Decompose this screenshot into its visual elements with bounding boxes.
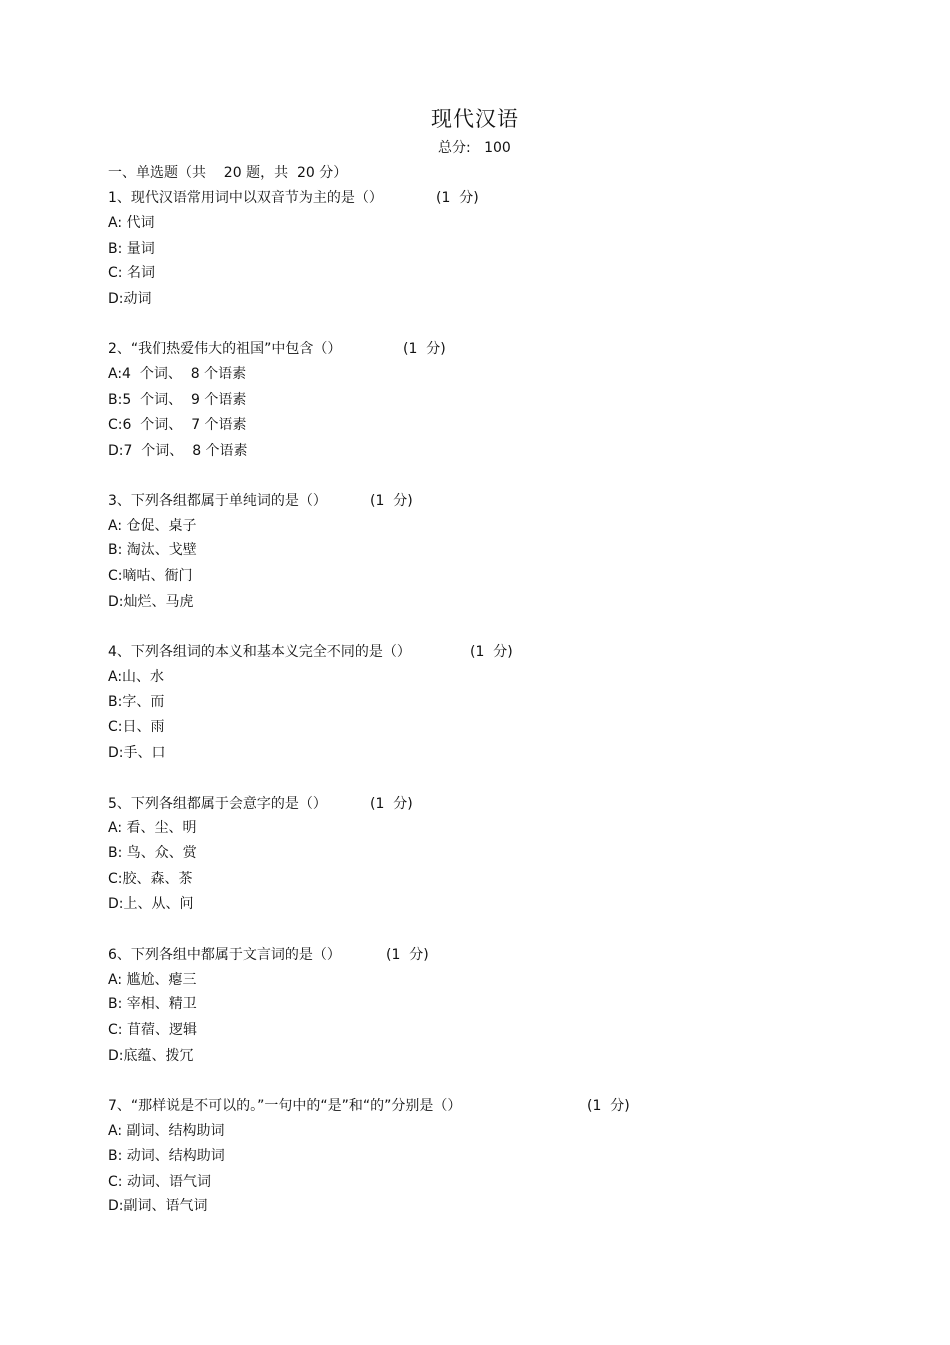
question-text: 3、下列各组都属于单纯词的是（） <box>108 493 327 509</box>
option-a: A: 看、尘、明 <box>108 820 197 836</box>
option-b: B: 动词、结构助词 <box>108 1148 225 1164</box>
option-b: B: 淘汰、戈壁 <box>108 542 197 558</box>
option-b: B: 量词 <box>108 241 155 257</box>
question-score: (1 分) <box>436 190 479 206</box>
option-d: D:副词、语气词 <box>108 1198 208 1214</box>
option-d: D:动词 <box>108 291 152 307</box>
question-text: 6、下列各组中都属于文言词的是（） <box>108 947 341 963</box>
question-text: 7、“那样说是不可以的。”一句中的“是”和“的”分别是（） <box>108 1098 462 1114</box>
option-c: C:6 个词、 7 个语素 <box>108 417 247 433</box>
option-b: B:5 个词、 9 个语素 <box>108 392 247 408</box>
question-score: (1 分) <box>370 796 413 812</box>
question-text: 2、“我们热爱伟大的祖国”中包含（） <box>108 341 342 357</box>
section-heading: 一、单选题（共 20 题，共 20 分） <box>108 165 348 181</box>
option-a: A: 代词 <box>108 215 155 231</box>
option-c: C:嘀咕、衙门 <box>108 568 193 584</box>
option-d: D:底蕴、拨冗 <box>108 1048 194 1064</box>
question-score: (1 分) <box>386 947 429 963</box>
option-a: A: 尴尬、瘪三 <box>108 972 197 988</box>
option-b: B: 宰相、精卫 <box>108 996 197 1012</box>
option-d: D:上、从、问 <box>108 896 194 912</box>
option-a: A: 副词、结构助词 <box>108 1123 225 1139</box>
option-a: A:4 个词、 8 个语素 <box>108 366 247 382</box>
option-c: C:日、雨 <box>108 719 165 735</box>
option-c: C: 动词、语气词 <box>108 1174 211 1190</box>
question-text: 1、现代汉语常用词中以双音节为主的是（） <box>108 190 383 206</box>
question-score: (1 分) <box>470 644 513 660</box>
option-d: D:灿烂、马虎 <box>108 594 194 610</box>
option-a: A:山、水 <box>108 669 165 685</box>
option-b: B: 鸟、众、赏 <box>108 845 197 861</box>
option-a: A: 仓促、桌子 <box>108 518 197 534</box>
option-c: C: 名词 <box>108 265 155 281</box>
document-title: 现代汉语 <box>431 107 519 131</box>
option-d: D:手、口 <box>108 745 166 761</box>
question-text: 4、下列各组词的本义和基本义完全不同的是（） <box>108 644 411 660</box>
question-score: (1 分) <box>587 1098 630 1114</box>
option-c: C: 苜蓿、逻辑 <box>108 1022 197 1038</box>
option-c: C:胶、森、茶 <box>108 871 193 887</box>
question-score: (1 分) <box>403 341 446 357</box>
question-text: 5、下列各组都属于会意字的是（） <box>108 796 327 812</box>
option-d: D:7 个词、 8 个语素 <box>108 443 248 459</box>
question-score: (1 分) <box>370 493 413 509</box>
option-b: B:字、而 <box>108 694 165 710</box>
total-score: 总分: 100 <box>438 140 511 156</box>
